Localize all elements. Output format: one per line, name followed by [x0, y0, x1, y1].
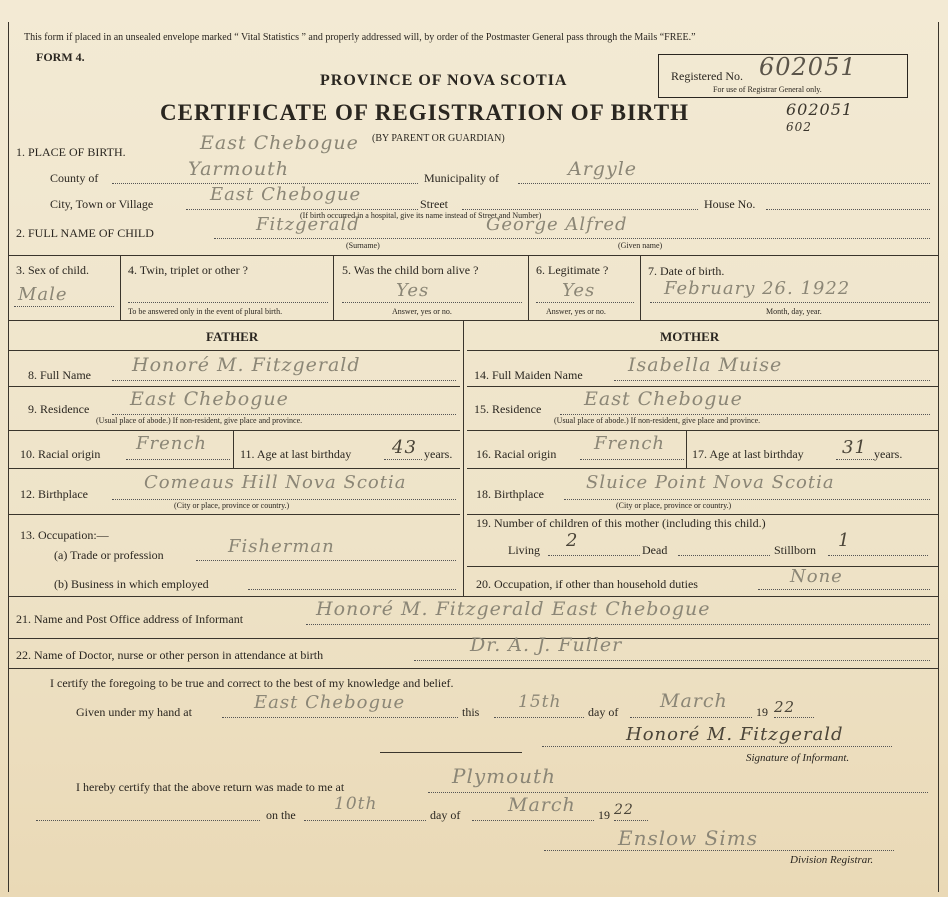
registered-label: Registered No. — [671, 69, 743, 83]
street-line — [462, 209, 698, 210]
registrar-signature-line — [544, 850, 894, 851]
left-border — [8, 22, 9, 892]
father-heading: FATHER — [206, 329, 259, 344]
father-age-label: 11. Age at last birthday — [240, 447, 352, 461]
given-day-value: 15th — [518, 692, 562, 712]
sex-value: Male — [18, 284, 68, 305]
given-day-line — [494, 717, 584, 718]
mother-row-16-line — [467, 468, 938, 469]
mother-racial-value: French — [594, 433, 666, 454]
mother-birthplace-note: (City or place, province or country.) — [616, 501, 732, 510]
registrar-year-prefix: 19 — [598, 808, 610, 822]
mother-occupation-value: None — [790, 566, 843, 587]
child-surname-value: Fitzgerald — [256, 214, 360, 235]
dead-label: Dead — [642, 543, 668, 557]
father-trade-value: Fisherman — [228, 536, 335, 557]
dob-note: Month, day, year. — [766, 307, 822, 316]
stillborn-label: Stillborn — [774, 543, 817, 557]
father-birthplace-label: 12. Birthplace — [20, 487, 88, 501]
father-birthplace-line — [112, 499, 456, 500]
father-residence-label: 9. Residence — [28, 402, 90, 416]
mother-heading: MOTHER — [660, 329, 720, 344]
registrar-lead-line — [36, 820, 260, 821]
doctor-bottom-line — [8, 668, 938, 669]
twin-label: 4. Twin, triplet or other ? — [128, 263, 248, 277]
father-trade-line — [196, 560, 456, 561]
mother-racial-line — [580, 459, 684, 460]
mother-residence-label: 15. Residence — [474, 402, 542, 416]
child-name-line — [214, 238, 930, 239]
given-year-prefix: 19 — [756, 705, 768, 719]
father-row-12-line — [8, 514, 460, 515]
mother-row-18-line — [467, 514, 938, 515]
mother-name-value: Isabella Muise — [628, 354, 783, 376]
row3-div-4 — [640, 255, 641, 320]
certify-statement: I certify the foregoing to be true and correct to the best of my knowledge and belief. — [50, 676, 454, 690]
sex-line — [14, 306, 114, 307]
house-label: House No. — [704, 197, 756, 211]
legitimate-label: 6. Legitimate ? — [536, 263, 609, 277]
given-month-value: March — [660, 690, 728, 712]
father-occupation-label: 13. Occupation:— — [20, 528, 109, 542]
street-label: Street — [420, 197, 448, 211]
father-racial-line — [126, 459, 230, 460]
father-race-age-divider — [233, 430, 234, 468]
legitimate-line — [536, 302, 634, 303]
city-line — [186, 209, 418, 210]
alive-label: 5. Was the child born alive ? — [342, 263, 479, 277]
dead-line — [678, 555, 770, 556]
municipality-label: Municipality of — [424, 171, 499, 185]
father-name-value: Honoré M. Fitzgerald — [132, 354, 361, 376]
place-of-birth-label: 1. PLACE OF BIRTH. — [16, 145, 126, 159]
father-birthplace-value: Comeaus Hill Nova Scotia — [144, 472, 407, 493]
children-label: 19. Number of children of this mother (including this child.) — [476, 516, 766, 530]
county-label: County of — [50, 171, 99, 185]
parents-divider — [463, 320, 464, 596]
registered-value: 602051 — [759, 53, 857, 81]
left-sign-rule — [380, 752, 522, 753]
stillborn-line — [828, 555, 928, 556]
informant-signature-label: Signature of Informant. — [746, 752, 850, 764]
county-value: Yarmouth — [188, 158, 290, 180]
registrar-place-line — [428, 792, 928, 793]
father-age-line — [384, 459, 422, 460]
twin-line — [128, 302, 328, 303]
mother-age-unit: years. — [874, 447, 903, 461]
child-given-value: George Alfred — [486, 214, 628, 235]
certificate-subtitle: (BY PARENT OR GUARDIAN) — [372, 133, 505, 144]
mother-name-line — [614, 380, 930, 381]
living-label: Living — [508, 543, 540, 557]
dob-value: February 26. 1922 — [664, 278, 851, 299]
father-heading-line — [8, 350, 460, 351]
given-label: Given under my hand at — [76, 705, 192, 719]
father-business-line — [248, 589, 456, 590]
mother-name-label: 14. Full Maiden Name — [474, 368, 583, 382]
this-label: this — [462, 705, 480, 719]
surname-caption: (Surname) — [346, 241, 380, 250]
hospital-note: (If birth occurred in a hospital, give its name instead of Street and Number) — [300, 211, 542, 220]
sex-label: 3. Sex of child. — [16, 263, 89, 277]
dob-line — [650, 302, 930, 303]
twin-note: To be answered only in the event of plural birth. — [128, 307, 283, 316]
alive-value: Yes — [396, 280, 430, 301]
certificate-title: CERTIFICATE OF REGISTRATION OF BIRTH — [160, 100, 689, 125]
city-label: City, Town or Village — [50, 197, 154, 211]
given-month-line — [630, 717, 752, 718]
mother-birthplace-line — [564, 499, 930, 500]
registrar-year-value: 22 — [614, 802, 634, 818]
given-dayof-label: day of — [588, 705, 619, 719]
mother-age-label: 17. Age at last birthday — [692, 447, 804, 461]
child-name-label: 2. FULL NAME OF CHILD — [16, 226, 154, 240]
father-racial-value: French — [136, 433, 208, 454]
registrar-dayof-label: day of — [430, 808, 461, 822]
father-racial-label: 10. Racial origin — [20, 447, 101, 461]
given-place-value: East Chebogue — [254, 692, 406, 713]
informant-signature-line — [542, 746, 892, 747]
municipality-line — [518, 183, 930, 184]
margin-number-2: 602 — [786, 120, 812, 134]
registrar-day-value: 10th — [334, 794, 378, 814]
registrar-signature-label: Division Registrar. — [790, 854, 874, 866]
informant-line — [306, 624, 930, 625]
mother-residence-note: (Usual place of abode.) If non-resident, give place and province. — [554, 416, 761, 425]
row3-bottom-line — [8, 320, 938, 321]
legitimate-note: Answer, yes or no. — [546, 307, 606, 316]
registrar-month-value: March — [508, 794, 576, 816]
row3-top-line — [8, 255, 938, 256]
mother-occupation-label: 20. Occupation, if other than household duties — [476, 577, 698, 591]
given-caption: (Given name) — [618, 241, 663, 250]
mother-residence-value: East Chebogue — [584, 388, 743, 410]
informant-signature-value: Honoré M. Fitzgerald — [626, 724, 844, 745]
parents-bottom-line — [8, 596, 938, 597]
row3-div-3 — [528, 255, 529, 320]
registrar-year-line — [614, 820, 648, 821]
mother-birthplace-value: Sluice Point Nova Scotia — [586, 472, 835, 493]
registrar-statement: I hereby certify that the above return was made to me at — [76, 780, 345, 794]
father-residence-value: East Chebogue — [130, 388, 289, 410]
mother-occupation-line — [758, 589, 930, 590]
postal-notice: This form if placed in an unsealed envelope marked “ Vital Statistics ” and properly addressed will, by order of the Postmaster General pass through the Mails “FREE.” — [24, 32, 696, 43]
doctor-line — [414, 660, 930, 661]
house-line — [766, 209, 930, 210]
province-title: PROVINCE OF NOVA SCOTIA — [320, 72, 568, 89]
father-age-unit: years. — [424, 447, 453, 461]
doctor-value: Dr. A. J. Fuller — [470, 634, 623, 656]
city-value: East Chebogue — [210, 184, 362, 205]
alive-line — [342, 302, 522, 303]
father-residence-note: (Usual place of abode.) If non-resident, give place and province. — [96, 416, 303, 425]
given-year-value: 22 — [774, 698, 796, 716]
father-birthplace-note: (City or place, province or country.) — [174, 501, 290, 510]
mother-race-age-divider — [686, 430, 687, 468]
mother-racial-label: 16. Racial origin — [476, 447, 557, 461]
stillborn-value: 1 — [838, 530, 851, 551]
informant-value: Honoré M. Fitzgerald East Chebogue — [316, 598, 711, 620]
living-line — [548, 555, 640, 556]
doctor-label: 22. Name of Doctor, nurse or other person in attendance at birth — [16, 648, 324, 662]
father-name-label: 8. Full Name — [28, 368, 91, 382]
mother-age-line — [836, 459, 874, 460]
father-row-9-line — [8, 430, 460, 431]
living-value: 2 — [566, 530, 579, 551]
informant-label: 21. Name and Post Office address of Informant — [16, 612, 244, 626]
margin-number: 602051 — [786, 100, 854, 119]
father-row-10-line — [8, 468, 460, 469]
legitimate-value: Yes — [562, 280, 596, 301]
father-residence-line — [112, 414, 456, 415]
mother-age-value: 31 — [842, 437, 867, 458]
municipality-value: Argyle — [568, 158, 638, 180]
given-year-line — [774, 717, 814, 718]
given-place-line — [222, 717, 458, 718]
right-border — [938, 22, 939, 892]
registrar-signature-value: Enslow Sims — [618, 826, 758, 850]
registered-note: For use of Registrar General only. — [713, 85, 822, 94]
mother-birthplace-label: 18. Birthplace — [476, 487, 544, 501]
mother-row-19-line — [467, 566, 938, 567]
alive-note: Answer, yes or no. — [392, 307, 452, 316]
mother-row-14-line — [467, 386, 938, 387]
form-number: FORM 4. — [36, 50, 85, 64]
row3-div-2 — [333, 255, 334, 320]
father-age-value: 43 — [392, 437, 417, 458]
mother-row-15-line — [467, 430, 938, 431]
registrar-place-value: Plymouth — [452, 764, 556, 788]
registrar-day-line — [304, 820, 426, 821]
place-of-birth-value: East Chebogue — [200, 132, 359, 154]
father-trade-label: (a) Trade or profession — [54, 548, 164, 562]
mother-residence-line — [560, 414, 930, 415]
registrar-month-line — [472, 820, 594, 821]
row3-div-1 — [120, 255, 121, 320]
registered-number-box — [658, 54, 908, 98]
dob-label: 7. Date of birth. — [648, 264, 725, 278]
father-row-8-line — [8, 386, 460, 387]
father-name-line — [112, 380, 456, 381]
registrar-on-label: on the — [266, 808, 296, 822]
mother-heading-line — [467, 350, 938, 351]
father-business-label: (b) Business in which employed — [54, 577, 209, 591]
